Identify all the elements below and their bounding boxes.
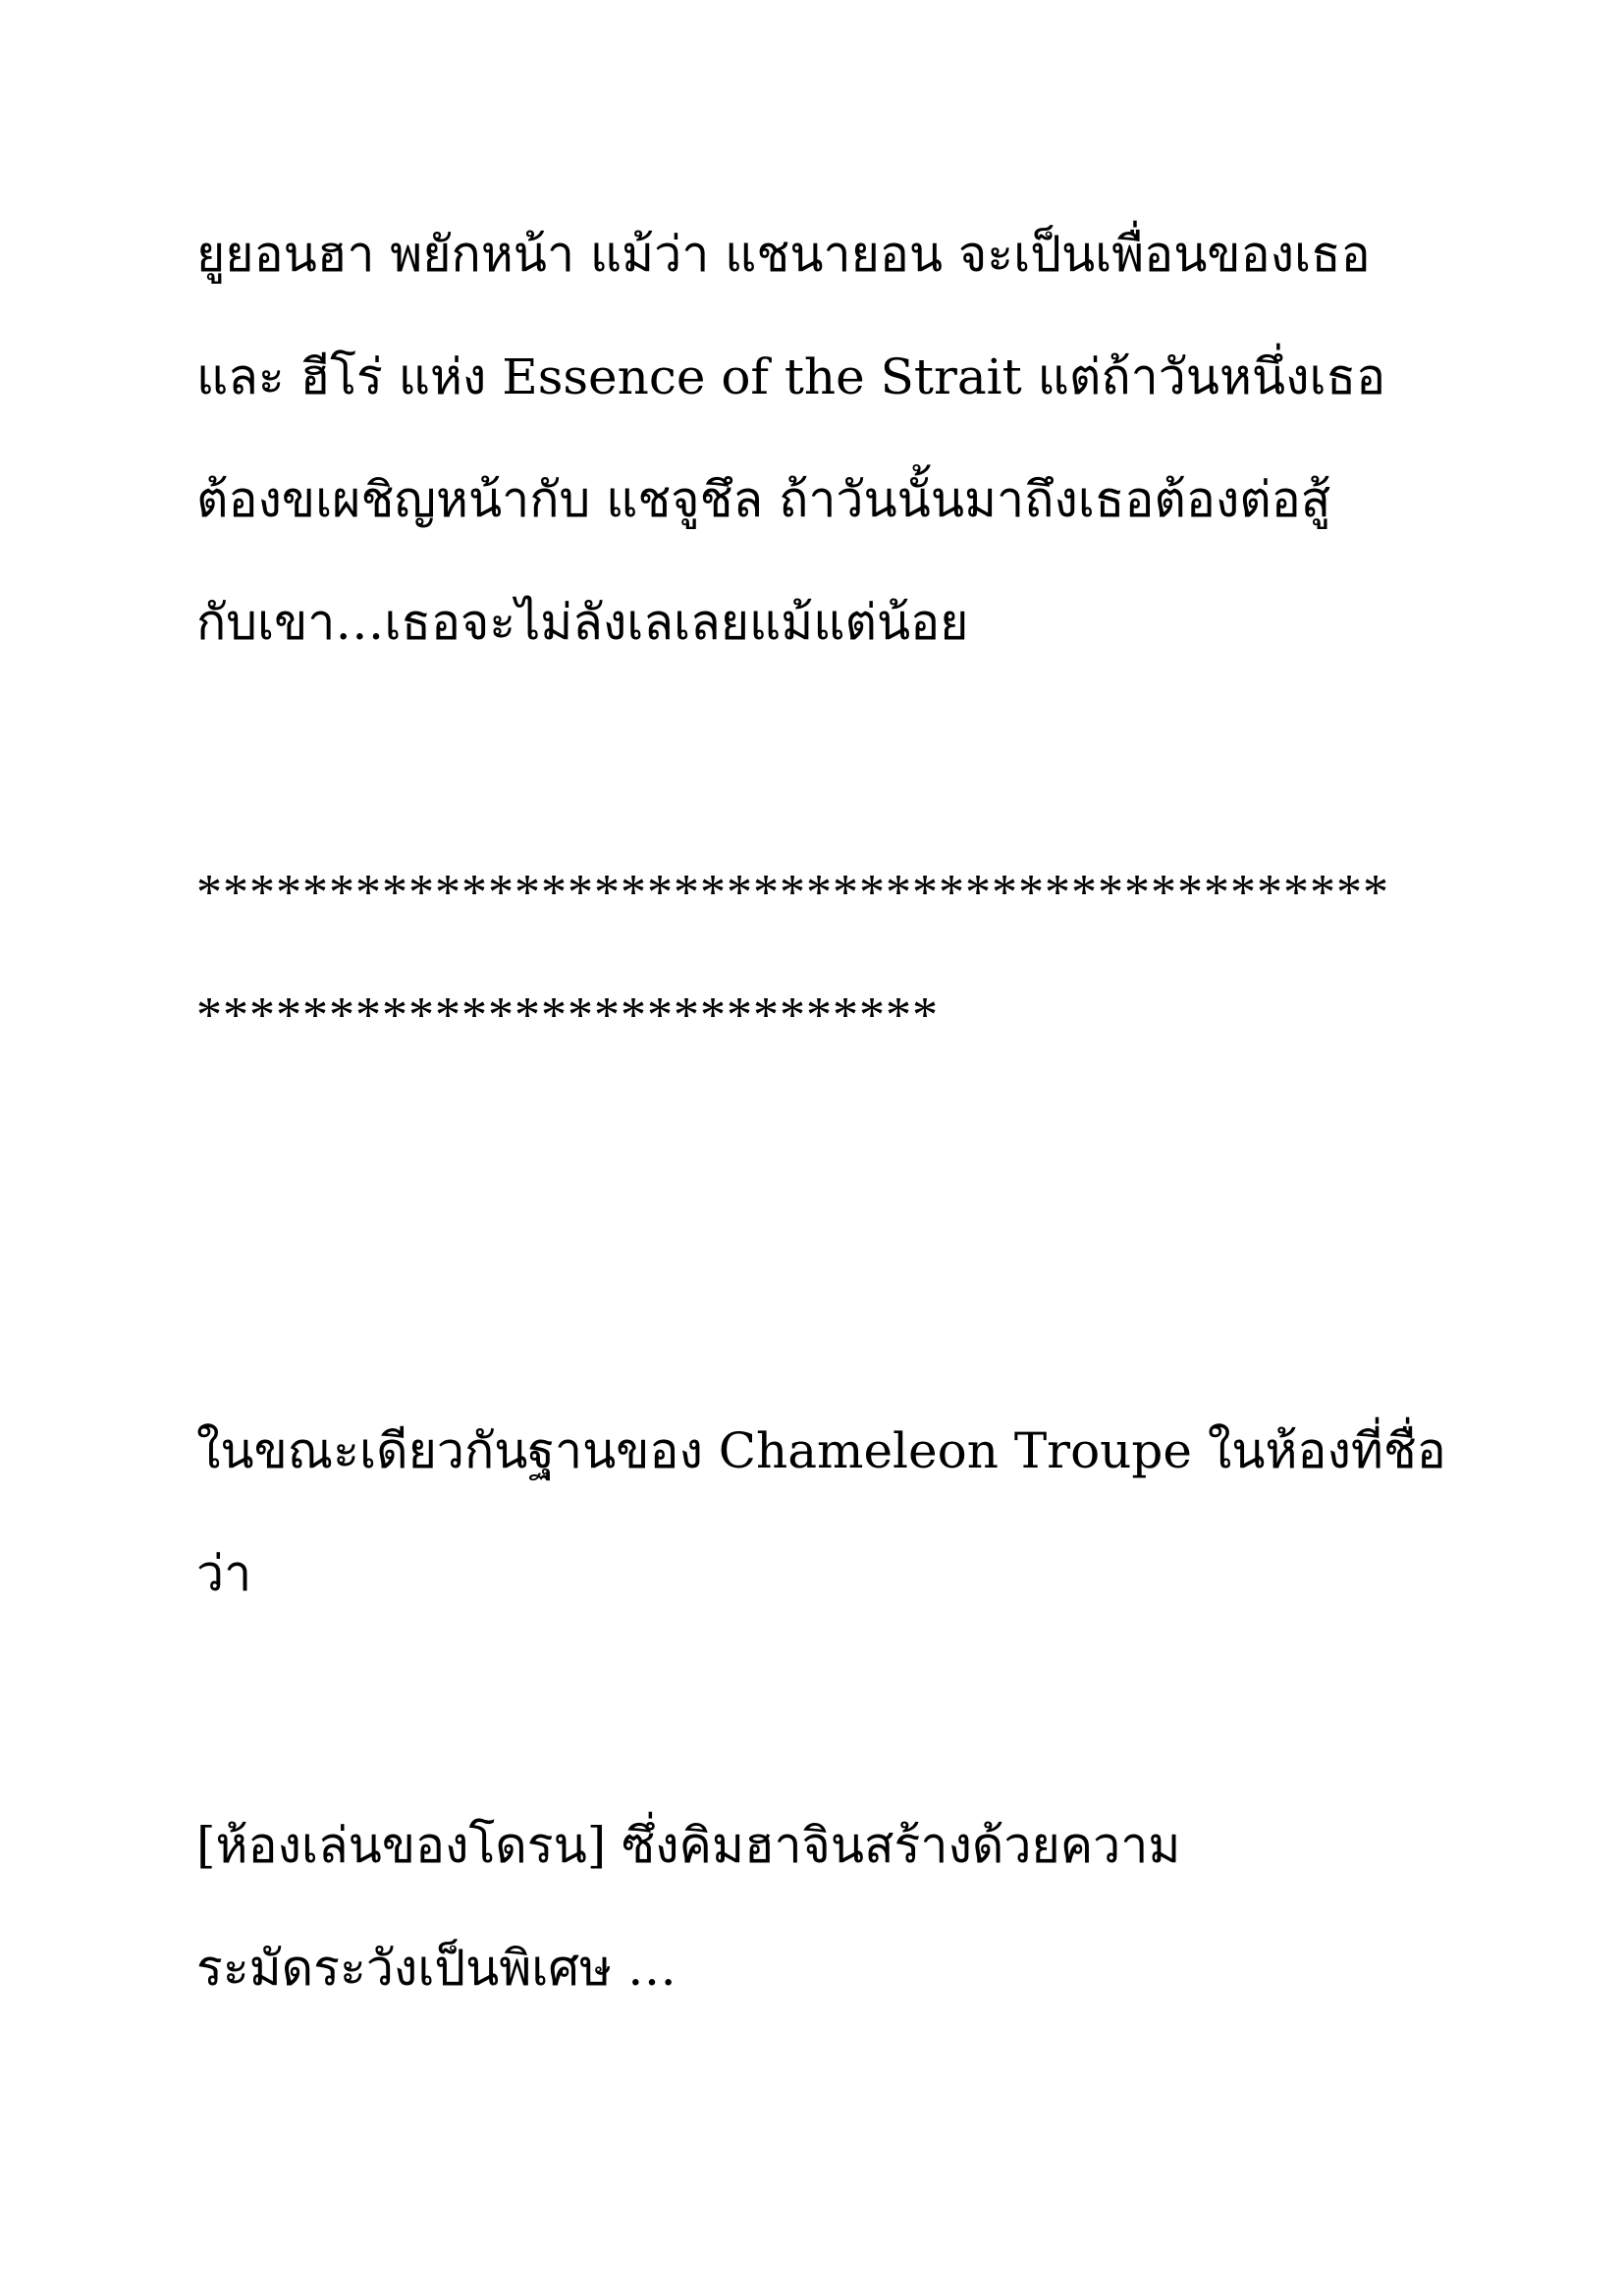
separator-line-2: **************************** [196,988,939,1043]
paragraph-1-line-4: กับเขา…เธอจะไม่ลังเลเลยแม้แต่น้อย [196,594,969,651]
paragraph-1-line-3: ต้องขเผชิญหน้ากับ แชจูชึล ถ้าวันนั้นมาถึงเธอต้องต่อสู้ [196,471,1331,528]
paragraph-3-line-2: ระมัดระวังเป็นพิเศษ … [196,1940,677,1997]
paragraph-1-line-1: ยูยอนฮา พยักหน้า แม้ว่า แชนายอน จะเป็นเพื่อนของเธอ [196,226,1371,283]
paragraph-2-line-1: ในขณะเดียวกันฐานของ Chameleon Troupe ในห้องที่ชื่อ [196,1422,1446,1479]
paragraph-3-line-1: [ห้องเล่นของโดรน] ซึ่งคิมฮาจินสร้างด้วยความ [196,1817,1181,1874]
paragraph-2-line-2: ว่า [196,1545,252,1602]
separator-line-1: ********************************************* [196,865,1389,921]
paragraph-1-line-2: และ ฮีโร่ แห่ง Essence of the Strait แต่ถ้าวันหนึ่งเธอ [196,348,1386,405]
